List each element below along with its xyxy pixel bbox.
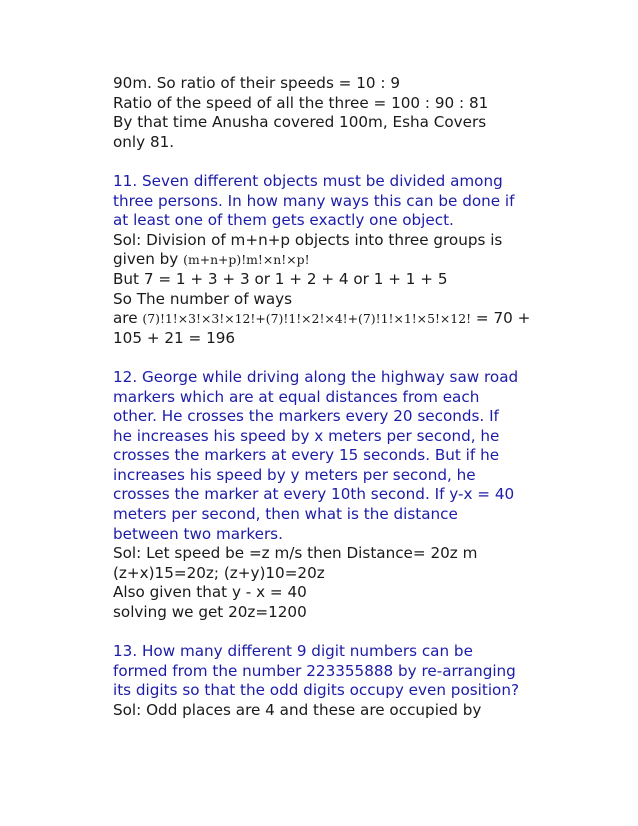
question-12: [113, 368, 573, 623]
grouping-formula: (m+n+p)!m!×n!×p!: [183, 252, 310, 268]
intro-line: only 81.: [113, 132, 175, 151]
spacer: [113, 348, 573, 368]
spacer: [113, 623, 573, 643]
document-page: [113, 74, 573, 721]
solution-line: solving we get 20z=1200: [113, 603, 307, 622]
question-line: markers which are at equal distances from each: [113, 387, 480, 406]
solution-line: [113, 250, 573, 270]
question-line: increases his speed by y meters per second, he: [113, 465, 476, 484]
question-13: [113, 642, 573, 720]
intro-line: By that time Anusha covered 100m, Esha Covers: [113, 113, 487, 132]
question-line: 12. George while driving along the highway saw road: [113, 367, 519, 386]
intro-line: 90m. So ratio of their speeds = 10 : 9: [113, 74, 400, 92]
solution-line: So The number of ways: [113, 289, 293, 308]
question-line: at least one of them gets exactly one object.: [113, 211, 454, 230]
ways-sum-formula: (7)!1!×3!×3!×12!+(7)!1!×2!×4!+(7)!1!×1!×5!×12!: [142, 311, 472, 327]
question-line: its digits so that the odd digits occupy even position?: [113, 681, 520, 700]
are-text: are: [113, 309, 143, 328]
equals-tail: = 70 +: [471, 309, 531, 328]
question-line: meters per second, then what is the distance: [113, 505, 458, 524]
question-line: crosses the marker at every 10th second. If y-x = 40: [113, 485, 515, 504]
solution-line: [113, 309, 573, 329]
solution-line: (z+x)15=20z; (z+y)10=20z: [113, 563, 325, 582]
spacer: [113, 152, 573, 172]
solution-line: Sol: Division of m+n+p objects into three groups is: [113, 230, 503, 249]
question-line: between two markers.: [113, 524, 283, 543]
intro-line: Ratio of the speed of all the three = 100 : 90 : 81: [113, 93, 489, 112]
solution-line: But 7 = 1 + 3 + 3 or 1 + 2 + 4 or 1 + 1 + 5: [113, 269, 448, 288]
solution-line: Also given that y - x = 40: [113, 583, 307, 602]
question-line: crosses the markers at every 15 seconds. But if he: [113, 446, 500, 465]
solution-line: Sol: Let speed be =z m/s then Distance= 20z m: [113, 544, 478, 563]
given-by-text: given by: [113, 250, 184, 269]
question-11: [113, 172, 573, 348]
solution-line: Sol: Odd places are 4 and these are occupied by: [113, 701, 482, 719]
question-line: 13. How many different 9 digit numbers can be: [113, 642, 473, 661]
solution-line: 105 + 21 = 196: [113, 328, 236, 347]
question-line: 11. Seven different objects must be divided among: [113, 171, 503, 190]
question-line: other. He crosses the markers every 20 seconds. If: [113, 407, 499, 426]
question-line: formed from the number 223355888 by re-arranging: [113, 661, 516, 680]
question-line: he increases his speed by x meters per second, he: [113, 426, 500, 445]
question-line: three persons. In how many ways this can be done if: [113, 191, 515, 210]
intro-section: [113, 74, 573, 152]
